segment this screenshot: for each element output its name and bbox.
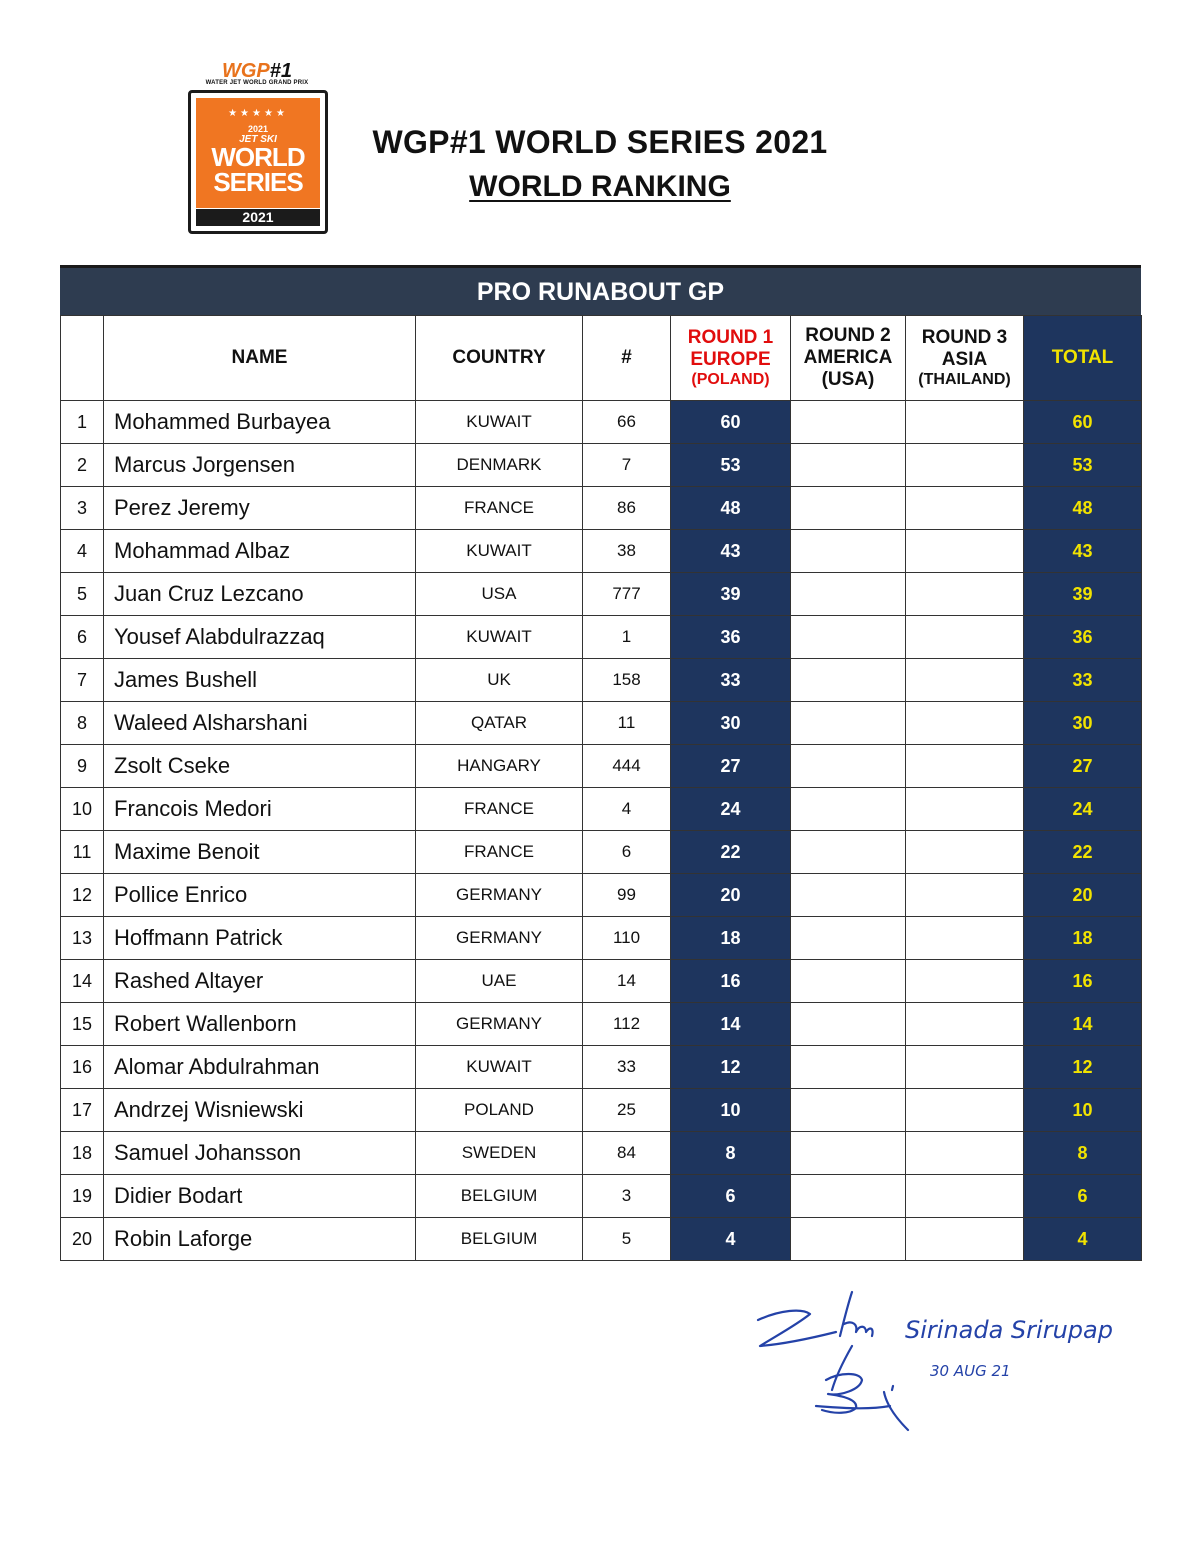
row-round3-points <box>906 1218 1024 1261</box>
row-position: 9 <box>61 745 104 788</box>
header-round1-line3: (POLAND) <box>691 371 770 388</box>
row-name: Maxime Benoit <box>104 831 416 874</box>
row-round2-points <box>791 1132 906 1175</box>
logo-world: WORLD <box>211 142 305 172</box>
logo-series: SERIES <box>213 167 303 197</box>
header-round2 <box>791 316 906 401</box>
row-round1-points: 43 <box>671 530 791 573</box>
row-total-points: 30 <box>1024 702 1142 745</box>
table-row <box>61 659 1142 702</box>
row-position: 16 <box>61 1046 104 1089</box>
row-round2-points <box>791 444 906 487</box>
row-round3-points <box>906 616 1024 659</box>
header-total: TOTAL <box>1024 316 1142 401</box>
row-position: 2 <box>61 444 104 487</box>
row-name: Juan Cruz Lezcano <box>104 573 416 616</box>
row-total-points: 20 <box>1024 874 1142 917</box>
row-round1-points: 6 <box>671 1175 791 1218</box>
row-country: KUWAIT <box>416 530 583 573</box>
row-round3-points <box>906 702 1024 745</box>
table-row <box>61 487 1142 530</box>
logo-stars-icon: ★★★★★ <box>228 108 288 119</box>
table-row <box>61 401 1142 444</box>
signatures <box>740 1280 1140 1460</box>
row-round1-points: 22 <box>671 831 791 874</box>
row-name: Waleed Alsharshani <box>104 702 416 745</box>
table-row <box>61 788 1142 831</box>
row-round1-points: 24 <box>671 788 791 831</box>
signature-name <box>905 1316 1113 1344</box>
signature-1 <box>758 1292 873 1346</box>
row-number: 25 <box>583 1089 671 1132</box>
row-round3-points <box>906 1046 1024 1089</box>
row-position: 4 <box>61 530 104 573</box>
header-round3-line1: ROUND 3 <box>921 327 1008 348</box>
row-country: KUWAIT <box>416 1046 583 1089</box>
row-round3-points <box>906 788 1024 831</box>
header-country: COUNTRY <box>416 316 583 401</box>
row-number: 5 <box>583 1218 671 1261</box>
row-number: 38 <box>583 530 671 573</box>
row-round2-points <box>791 573 906 616</box>
row-round2-points <box>791 487 906 530</box>
table-row <box>61 1175 1142 1218</box>
row-round2-points <box>791 1089 906 1132</box>
row-total-points: 53 <box>1024 444 1142 487</box>
row-total-points: 48 <box>1024 487 1142 530</box>
row-number: 99 <box>583 874 671 917</box>
header-round1-line1: ROUND 1 <box>687 327 774 348</box>
ranking-table <box>60 315 1142 1261</box>
logo-number: #1 <box>269 60 293 82</box>
ranking-rows <box>61 401 1142 1261</box>
row-country: BELGIUM <box>416 1218 583 1261</box>
page-title: WGP#1 WORLD SERIES 2021 <box>372 124 828 160</box>
row-number: 3 <box>583 1175 671 1218</box>
row-number: 14 <box>583 960 671 1003</box>
row-name: Didier Bodart <box>104 1175 416 1218</box>
row-country: GERMANY <box>416 917 583 960</box>
row-position: 13 <box>61 917 104 960</box>
table-row <box>61 1132 1142 1175</box>
row-round3-points <box>906 917 1024 960</box>
row-number: 7 <box>583 444 671 487</box>
row-round3-points <box>906 1089 1024 1132</box>
row-number: 84 <box>583 1132 671 1175</box>
row-name: Rashed Altayer <box>104 960 416 1003</box>
row-round2-points <box>791 831 906 874</box>
row-total-points: 16 <box>1024 960 1142 1003</box>
row-name: Perez Jeremy <box>104 487 416 530</box>
row-position: 19 <box>61 1175 104 1218</box>
header-number: # <box>583 316 671 401</box>
row-round1-points: 20 <box>671 874 791 917</box>
table-row <box>61 444 1142 487</box>
row-round3-points <box>906 401 1024 444</box>
header-round1 <box>671 316 791 401</box>
row-country: GERMANY <box>416 1003 583 1046</box>
row-total-points: 10 <box>1024 1089 1142 1132</box>
row-round2-points <box>791 702 906 745</box>
table-row <box>61 745 1142 788</box>
row-total-points: 33 <box>1024 659 1142 702</box>
row-country: KUWAIT <box>416 401 583 444</box>
row-round3-points <box>906 960 1024 1003</box>
row-round3-points <box>906 573 1024 616</box>
row-name: Andrzej Wisniewski <box>104 1089 416 1132</box>
row-total-points: 60 <box>1024 401 1142 444</box>
logo-inner-year: 2021 <box>247 124 269 134</box>
row-round2-points <box>791 659 906 702</box>
row-number: 86 <box>583 487 671 530</box>
row-name: Robert Wallenborn <box>104 1003 416 1046</box>
signature-date: 30 AUG 21 <box>930 1362 1011 1380</box>
row-country: FRANCE <box>416 831 583 874</box>
row-total-points: 6 <box>1024 1175 1142 1218</box>
row-round3-points <box>906 831 1024 874</box>
table-row <box>61 874 1142 917</box>
row-number: 112 <box>583 1003 671 1046</box>
row-country: POLAND <box>416 1089 583 1132</box>
row-total-points: 8 <box>1024 1132 1142 1175</box>
signature-2 <box>816 1346 908 1430</box>
table-row <box>61 573 1142 616</box>
row-position: 11 <box>61 831 104 874</box>
row-number: 777 <box>583 573 671 616</box>
row-position: 10 <box>61 788 104 831</box>
row-round2-points <box>791 401 906 444</box>
row-round1-points: 16 <box>671 960 791 1003</box>
row-position: 18 <box>61 1132 104 1175</box>
ranking-sheet <box>60 265 1141 1261</box>
table-row <box>61 917 1142 960</box>
row-position: 6 <box>61 616 104 659</box>
row-round3-points <box>906 444 1024 487</box>
header-row <box>61 316 1142 401</box>
logo-subtitle: WATER JET WORLD GRAND PRIX <box>205 80 309 86</box>
row-number: 444 <box>583 745 671 788</box>
page-subtitle-text: WORLD RANKING <box>469 170 731 203</box>
row-country: BELGIUM <box>416 1175 583 1218</box>
row-total-points: 4 <box>1024 1218 1142 1261</box>
row-round1-points: 10 <box>671 1089 791 1132</box>
row-round2-points <box>791 1175 906 1218</box>
row-round2-points <box>791 745 906 788</box>
row-position: 15 <box>61 1003 104 1046</box>
row-name: Mohammed Burbayea <box>104 401 416 444</box>
row-number: 110 <box>583 917 671 960</box>
row-name: Zsolt Cseke <box>104 745 416 788</box>
row-number: 158 <box>583 659 671 702</box>
row-round1-points: 4 <box>671 1218 791 1261</box>
row-round1-points: 8 <box>671 1132 791 1175</box>
row-round1-points: 18 <box>671 917 791 960</box>
row-name: James Bushell <box>104 659 416 702</box>
row-round2-points <box>791 960 906 1003</box>
table-row <box>61 1003 1142 1046</box>
logo-badge <box>188 90 328 234</box>
row-total-points: 14 <box>1024 1003 1142 1046</box>
row-round3-points <box>906 530 1024 573</box>
row-name: Yousef Alabdulrazzaq <box>104 616 416 659</box>
row-country: GERMANY <box>416 874 583 917</box>
row-name: Mohammad Albaz <box>104 530 416 573</box>
row-position: 20 <box>61 1218 104 1261</box>
row-round3-points <box>906 487 1024 530</box>
row-country: QATAR <box>416 702 583 745</box>
logo-wordmark <box>186 62 328 88</box>
row-country: HANGARY <box>416 745 583 788</box>
row-round1-points: 48 <box>671 487 791 530</box>
row-round3-points <box>906 1175 1024 1218</box>
row-country: UAE <box>416 960 583 1003</box>
row-round2-points <box>791 917 906 960</box>
row-name: Alomar Abdulrahman <box>104 1046 416 1089</box>
row-position: 14 <box>61 960 104 1003</box>
row-number: 1 <box>583 616 671 659</box>
row-total-points: 43 <box>1024 530 1142 573</box>
logo-brand: WGP <box>221 60 270 82</box>
row-country: FRANCE <box>416 788 583 831</box>
row-country: KUWAIT <box>416 616 583 659</box>
row-round1-points: 53 <box>671 444 791 487</box>
row-round2-points <box>791 1003 906 1046</box>
row-round3-points <box>906 745 1024 788</box>
row-number: 4 <box>583 788 671 831</box>
row-name: Francois Medori <box>104 788 416 831</box>
row-round2-points <box>791 788 906 831</box>
row-total-points: 36 <box>1024 616 1142 659</box>
row-total-points: 24 <box>1024 788 1142 831</box>
row-round1-points: 30 <box>671 702 791 745</box>
row-round3-points <box>906 659 1024 702</box>
row-position: 5 <box>61 573 104 616</box>
row-round1-points: 36 <box>671 616 791 659</box>
header-round2-line3: (USA) <box>821 369 875 390</box>
category-banner: PRO RUNABOUT GP <box>60 265 1141 315</box>
header-round3-line3: (THAILAND) <box>918 371 1011 388</box>
row-round2-points <box>791 616 906 659</box>
row-total-points: 39 <box>1024 573 1142 616</box>
header-round2-line1: ROUND 2 <box>805 325 891 346</box>
row-round2-points <box>791 1046 906 1089</box>
table-row <box>61 1089 1142 1132</box>
table-row <box>61 1046 1142 1089</box>
row-name: Marcus Jorgensen <box>104 444 416 487</box>
row-number: 11 <box>583 702 671 745</box>
row-round1-points: 33 <box>671 659 791 702</box>
table-row <box>61 616 1142 659</box>
row-name: Pollice Enrico <box>104 874 416 917</box>
row-position: 12 <box>61 874 104 917</box>
row-number: 6 <box>583 831 671 874</box>
row-number: 66 <box>583 401 671 444</box>
logo-year: 2021 <box>196 209 320 226</box>
header-round3 <box>906 316 1024 401</box>
row-round2-points <box>791 530 906 573</box>
header-round3-line2: ASIA <box>941 349 988 370</box>
row-total-points: 12 <box>1024 1046 1142 1089</box>
header-pos <box>61 316 104 401</box>
signature-name-text: Sirinada Srirupap <box>905 1316 1113 1344</box>
row-name: Hoffmann Patrick <box>104 917 416 960</box>
logo-jetski: JET SKI <box>239 134 277 145</box>
header-name: NAME <box>104 316 416 401</box>
row-round3-points <box>906 1132 1024 1175</box>
row-position: 1 <box>61 401 104 444</box>
row-total-points: 27 <box>1024 745 1142 788</box>
page-subtitle <box>0 167 1200 204</box>
row-round1-points: 60 <box>671 401 791 444</box>
row-total-points: 18 <box>1024 917 1142 960</box>
table-row <box>61 960 1142 1003</box>
row-country: FRANCE <box>416 487 583 530</box>
row-position: 3 <box>61 487 104 530</box>
row-name: Samuel Johansson <box>104 1132 416 1175</box>
row-round2-points <box>791 874 906 917</box>
row-round1-points: 14 <box>671 1003 791 1046</box>
row-round3-points <box>906 1003 1024 1046</box>
row-position: 8 <box>61 702 104 745</box>
row-round1-points: 27 <box>671 745 791 788</box>
row-position: 17 <box>61 1089 104 1132</box>
header-round1-line2: EUROPE <box>690 349 771 370</box>
row-round2-points <box>791 1218 906 1261</box>
row-country: DENMARK <box>416 444 583 487</box>
row-country: USA <box>416 573 583 616</box>
row-round1-points: 39 <box>671 573 791 616</box>
row-round3-points <box>906 874 1024 917</box>
row-round1-points: 12 <box>671 1046 791 1089</box>
row-country: UK <box>416 659 583 702</box>
row-number: 33 <box>583 1046 671 1089</box>
row-total-points: 22 <box>1024 831 1142 874</box>
row-country: SWEDEN <box>416 1132 583 1175</box>
header-round2-line2: AMERICA <box>803 347 893 368</box>
row-name: Robin Laforge <box>104 1218 416 1261</box>
table-row <box>61 530 1142 573</box>
table-row <box>61 702 1142 745</box>
row-position: 7 <box>61 659 104 702</box>
table-row <box>61 831 1142 874</box>
table-row <box>61 1218 1142 1261</box>
